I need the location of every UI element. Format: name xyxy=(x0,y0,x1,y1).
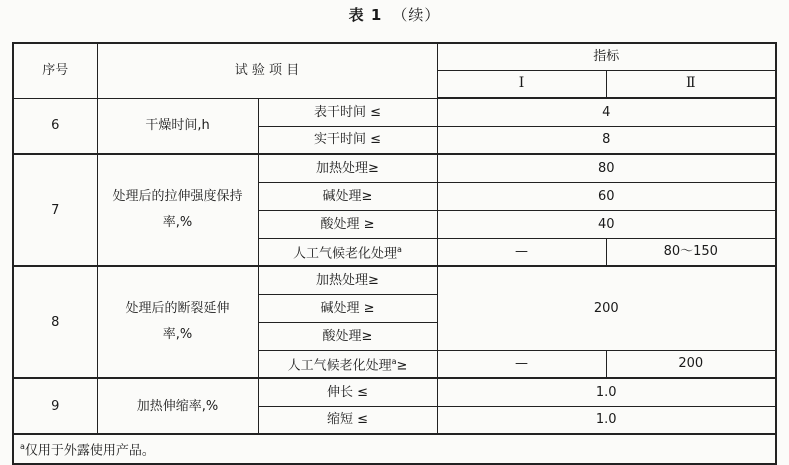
row-7-item xyxy=(97,154,258,266)
row-9-item: 加热伸缩率,% xyxy=(97,378,258,434)
row-8-val-merged: 200 xyxy=(437,266,776,350)
row-6-val-1: 4 xyxy=(437,98,776,126)
row-7-item-line-1: 处理后的拉伸强度保持 xyxy=(112,189,243,204)
row-7-sub-2: 碱处理≥ xyxy=(258,182,437,210)
row-7-val-1: 80 xyxy=(437,154,776,182)
row-6-sub-1: 表干时间 ≤ xyxy=(258,98,437,126)
row-8-no: 8 xyxy=(13,266,97,378)
row-9-no: 9 xyxy=(13,378,97,434)
table-caption-label: 表 1 xyxy=(348,6,383,24)
footnote-mark: a xyxy=(391,357,397,367)
row-9-sub-1: 伸长 ≤ xyxy=(258,378,437,406)
row-9-val-2: 1.0 xyxy=(437,406,776,434)
row-7-item-line-2: 率,% xyxy=(162,215,193,230)
row-8-sub-2: 碱处理 ≥ xyxy=(258,294,437,322)
header-item: 试 验 项 目 xyxy=(97,43,437,98)
footnote xyxy=(13,434,776,464)
header-index: 指标 xyxy=(437,43,776,70)
table-row xyxy=(13,378,776,406)
row-8-item-line-2: 率,% xyxy=(162,327,193,342)
row-8-sub-4 xyxy=(258,350,437,378)
row-8-sub-1: 加热处理≥ xyxy=(258,266,437,294)
row-7-val-2: 60 xyxy=(437,182,776,210)
row-7-val-4-grade-1: — xyxy=(437,238,606,266)
row-8-sub-3: 酸处理≥ xyxy=(258,322,437,350)
row-7-sub-3: 酸处理 ≥ xyxy=(258,210,437,238)
row-9-sub-2: 缩短 ≤ xyxy=(258,406,437,434)
header-no: 序号 xyxy=(13,43,97,98)
table-row xyxy=(13,266,776,294)
row-7-val-4-grade-2: 80～150 xyxy=(606,238,776,266)
spec-table xyxy=(12,42,777,465)
row-8-val-4-grade-2: 200 xyxy=(606,350,776,378)
table-caption-continued: （续） xyxy=(392,6,441,24)
row-7-sub-4 xyxy=(258,238,437,266)
table-caption xyxy=(0,4,789,25)
row-7-sub-1: 加热处理≥ xyxy=(258,154,437,182)
table-row xyxy=(13,98,776,126)
row-8-val-4-grade-1: — xyxy=(437,350,606,378)
row-7-sub-4-text: 人工气候老化处理 xyxy=(293,246,398,262)
header-grade-2: Ⅱ xyxy=(606,70,776,98)
footnote-row xyxy=(13,434,776,464)
footnote-mark: a xyxy=(397,245,402,255)
row-6-sub-2: 实干时间 ≤ xyxy=(258,126,437,154)
row-9-val-1: 1.0 xyxy=(437,378,776,406)
header-row-1 xyxy=(13,43,776,70)
row-8-sub-4-text: 人工气候老化处理 xyxy=(287,358,392,374)
row-7-val-3: 40 xyxy=(437,210,776,238)
row-6-no: 6 xyxy=(13,98,97,154)
row-6-val-2: 8 xyxy=(437,126,776,154)
row-6-item: 干燥时间,h xyxy=(97,98,258,154)
row-8-sub-4-suffix: ≥ xyxy=(396,358,408,374)
footnote-mark: a xyxy=(20,442,25,452)
row-7-no: 7 xyxy=(13,154,97,266)
table-row xyxy=(13,154,776,182)
row-8-item-line-1: 处理后的断裂延伸 xyxy=(125,301,230,316)
row-8-item xyxy=(97,266,258,378)
header-grade-1: Ⅰ xyxy=(437,70,606,98)
footnote-text: 仅用于外露使用产品。 xyxy=(24,443,155,459)
